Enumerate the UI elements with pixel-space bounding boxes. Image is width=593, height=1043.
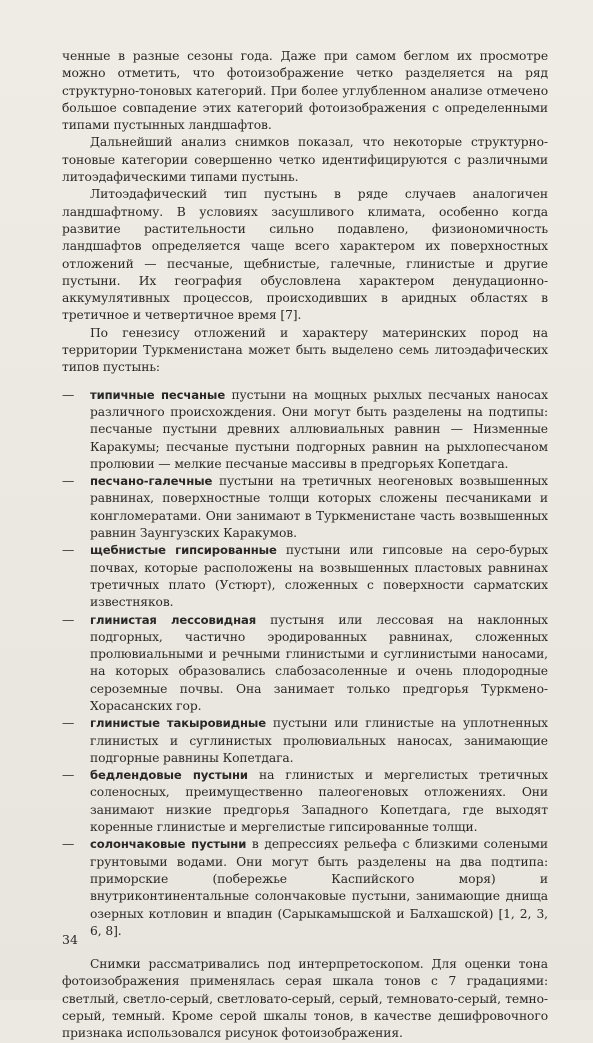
list-item-gravel-gypsum [62,542,548,611]
list-dash: — [62,612,75,627]
list-item-sandy [62,387,548,473]
page-content [62,48,548,1043]
list-dash: — [62,387,75,402]
term-gravel-gypsum: щебнистые гипсированные [90,543,277,558]
term-takyr: глинистые такыровидные [90,716,267,731]
text-takyr: пустыни или глинистые на уплотненных глинистых и суглинистых пролювиальных наносах, занимающие подгорные равнины Копетдага. [90,716,548,765]
term-sand-pebble: песчано-галечные [90,474,213,489]
list-item-solonchak [62,836,548,940]
spacer [62,940,548,956]
list-item-loess [62,612,548,716]
paragraph-3: Литоэдафический тип пустынь в ряде случаев аналогичен ландшафтному. В условиях засушливого климата, особенно когда развитие растительности сильно подавлено, физиономичность ландшафтов определяется чаще всего характером их поверхностных отложений — песчаные, щебнистые, галечные, глинистые и другие пустыни. Их география обусловлена характером денудационно-аккумулятивных процессов, происходивших в аридных областях в третичное и четвертичное время [7]. [62,187,548,323]
page-number: 34 [62,932,78,947]
list-dash: — [62,543,75,558]
paragraph-2: Дальнейший анализ снимков показал, что некоторые структурно-тоновые категории совершенно четко идентифицируются с различными литоэдафическими типами пустынь. [62,135,548,185]
list-dash: — [62,837,75,852]
term-badland: бедлендовые пустыни [90,768,248,783]
list-item-badland [62,767,548,836]
term-loess: глинистая лессовидная [90,612,257,627]
text-badland: на глинистых и мергелистых третичных соленосных, преимущественно палеогеновых отложениях. Они занимают низкие предгорья Западного Копетдага, где выходят коренные глинистые и мергелистые гипсированные толщи. [90,768,548,835]
list-dash: — [62,768,75,783]
text-loess: пустыня или лессовая на наклонных подгорных, частично эродированных равнинах, сложенных пролювиальными и речными глинистыми и суглинистыми наносами, на которых образовались слабозасоленные и очень плодородные сероземные почвы. Она занимает только предгорья Туркмено-Хорасанских гор. [90,612,548,713]
list-dash: — [62,716,75,731]
paragraph-final: Снимки рассматривались под интерпретоскопом. Для оценки тона фотоизображения применялась серая шкала тонов с 7 градациями: светлый, светло-серый, светловато-серый, серый, темновато-серый, темно-серый, темный. Кроме серой шкалы тонов, в качестве дешифровочного признака использовался рисунок фотоизображения. [62,957,548,1041]
term-sandy: типичные песчаные [90,387,226,402]
text-solonchak: в депрессиях рельефа с близкими солеными грунтовыми водами. Они могут быть разделены на два подтипа: приморские (побережье Каспийского моря) и внутриконтинентальные солончаковые пустыни, занимающие днища озерных котловин и впадин (Сарыкамышской и Балхашской) [1, 2, 3, 6, 8]. [90,837,548,938]
paragraph-4: По генезису отложений и характеру материнских пород на территории Туркменистана может быть выделено семь литоэдафических типов пустынь: [62,325,548,375]
list-item-takyr [62,715,548,767]
list-dash: — [62,474,75,489]
spacer [62,377,548,387]
desert-types-list [62,387,548,941]
list-item-sand-pebble [62,473,548,542]
paragraph-1: ченные в разные сезоны года. Даже при самом беглом их просмотре можно отметить, что фотоизображение четко разделяется на ряд структурно-тоновых категорий. При более углубленном анализе отмечено большое совпадение этих категорий фотоизображения с определенными типами пустынных ландшафтов. [62,49,548,133]
text-gravel-gypsum: пустыни или гипсовые на серо-бурых почвах, которые расположены на возвышенных пластовых равнинах третичных плато (Устюрт), сложенных с поверхности сарматских известняков. [90,543,548,610]
term-solonchak: солончаковые пустыни [90,837,247,852]
text-sand-pebble: пустыни на третичных неогеновых возвышенных равнинах, поверхностные толщи которых сложены песчаниками и конгломератами. Они занимают в Туркменистане часть возвышенных равнин Заунгузских Каракумов. [90,474,548,541]
text-sandy: пустыни на мощных рыхлых песчаных наносах различного происхождения. Они могут быть разделены на подтипы: песчаные пустыни древних аллювиальных равнин — Низменные Каракумы; песчаные пустыни подгорных равнин на рыхлопесчаном пролювии — мелкие песчаные массивы в предгорьях Копетдага. [90,387,548,471]
